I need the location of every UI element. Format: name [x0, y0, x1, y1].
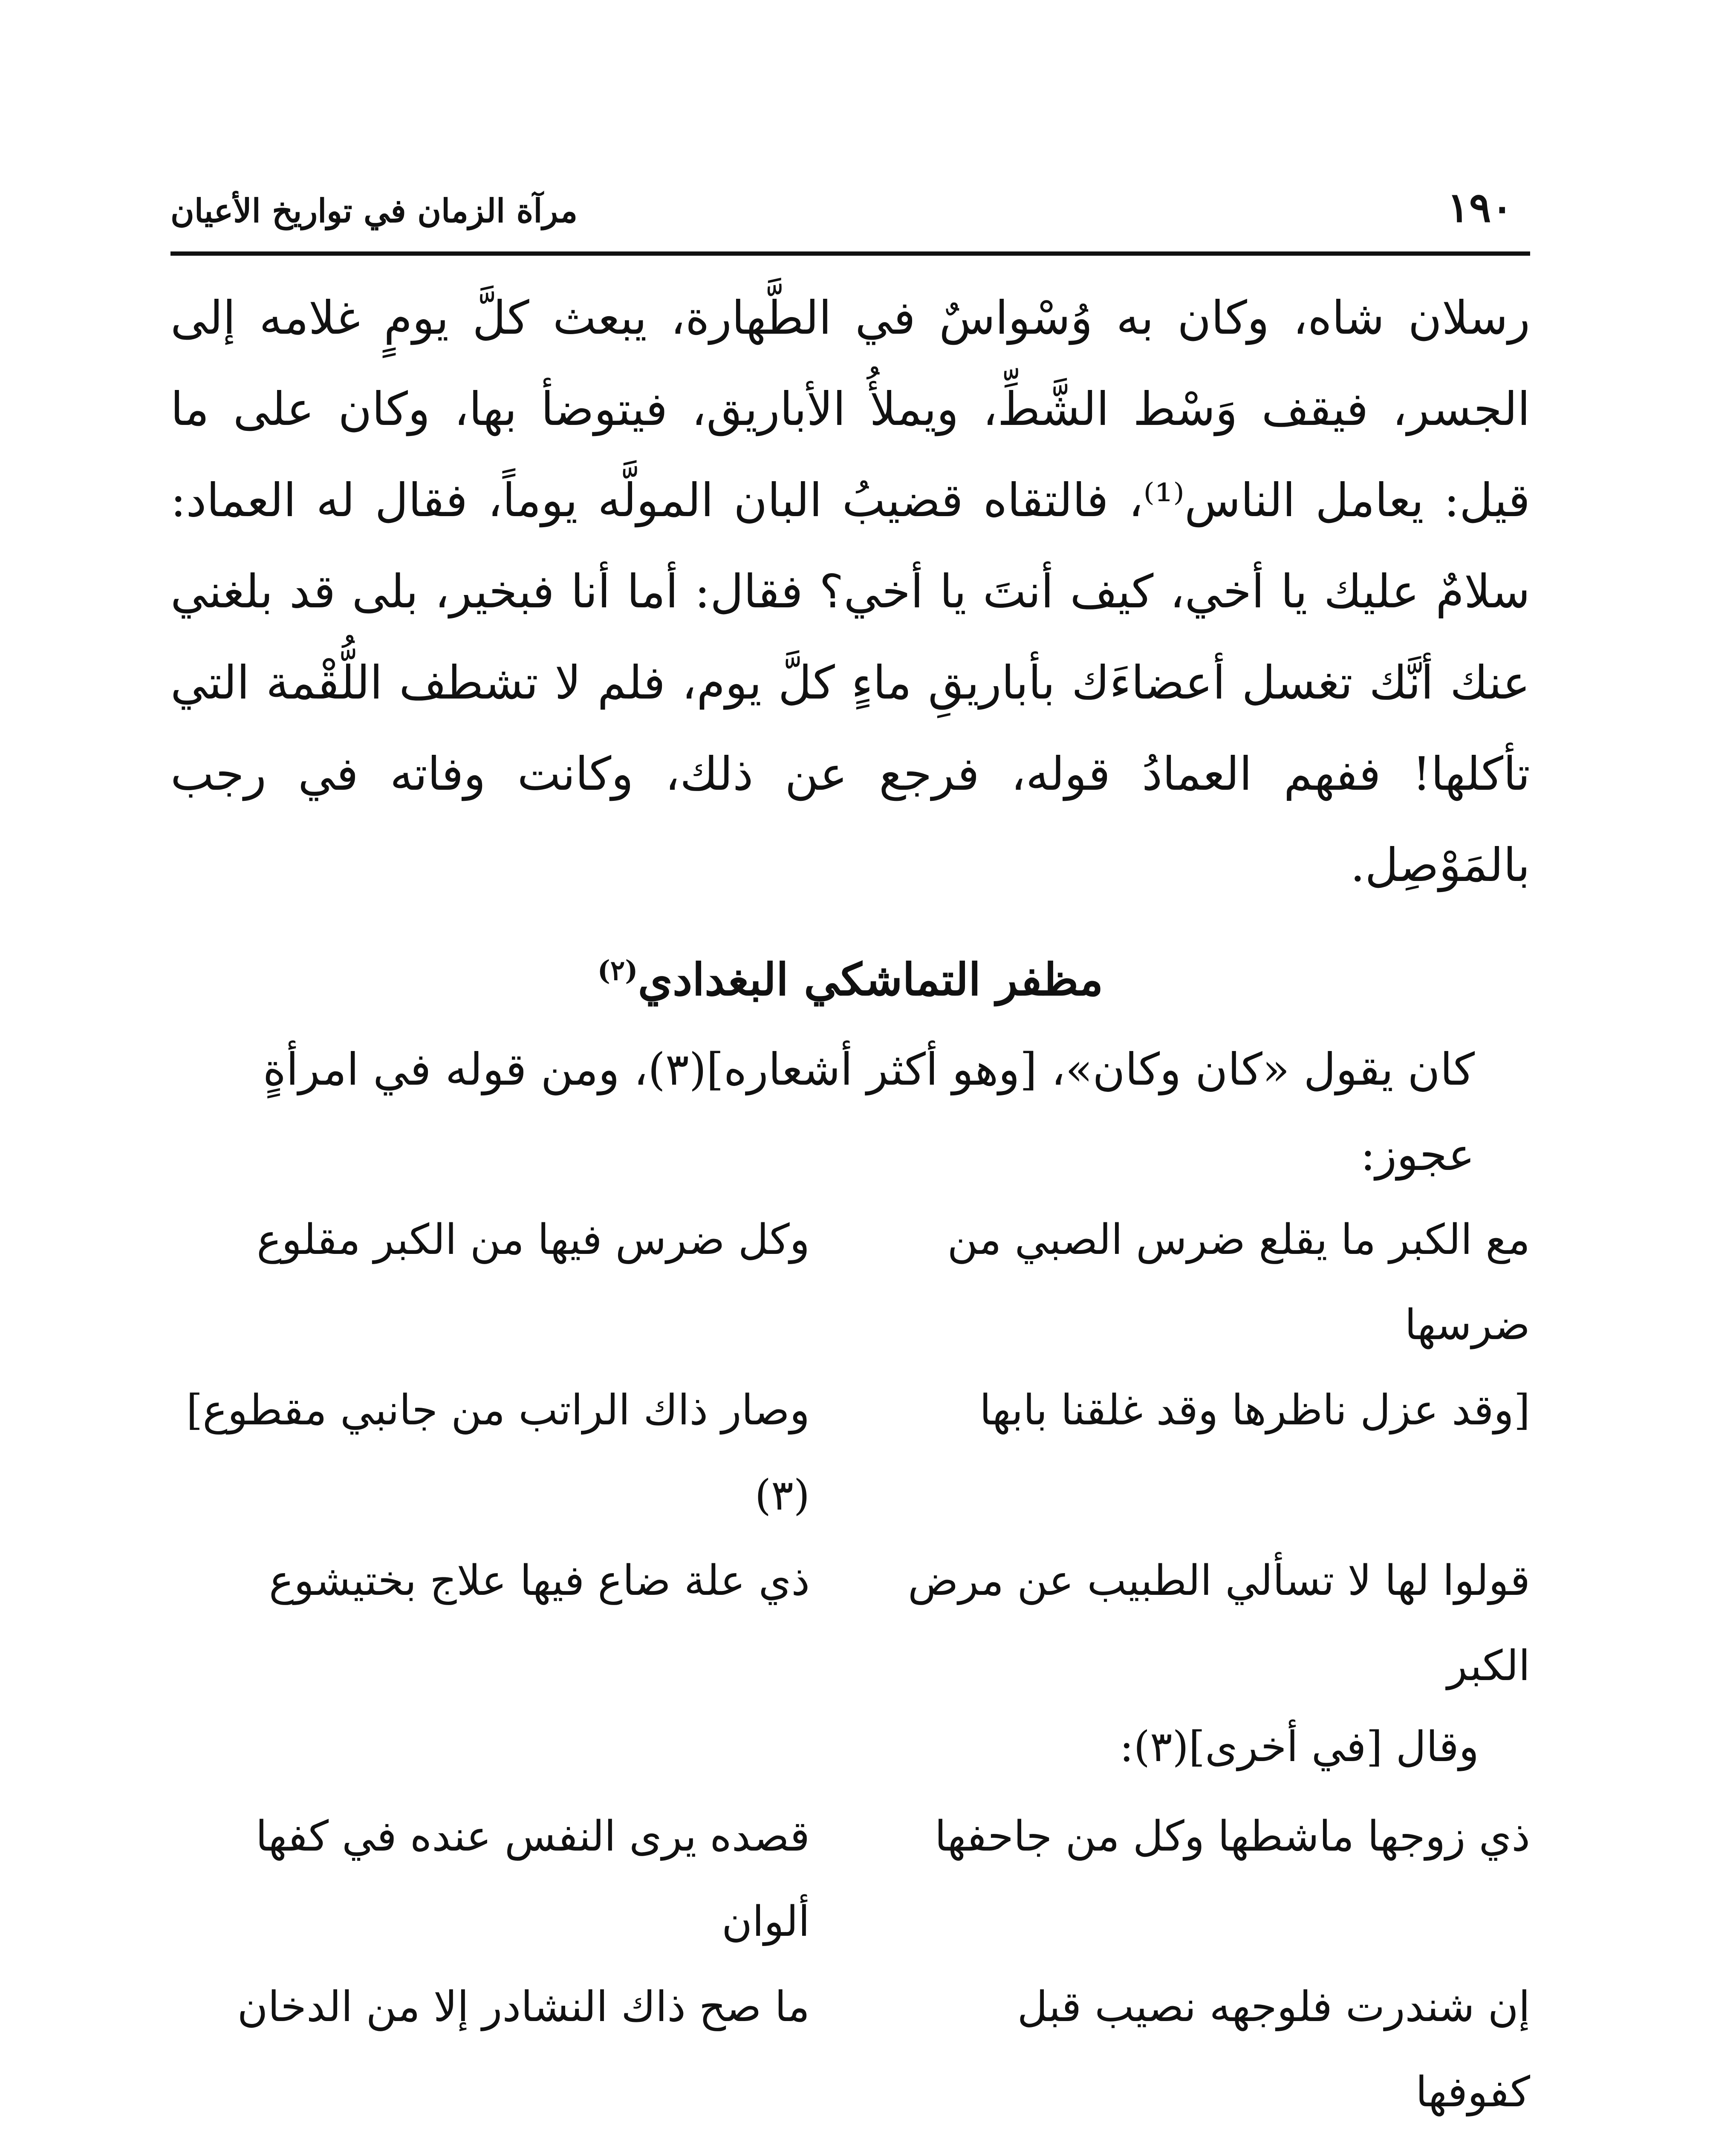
verse-second-hemistich: قصده يرى النفس عنده في كفها ألوان	[255, 1812, 810, 1946]
verse-second-hemistich: وصار ذاك الراتب من جانبي مقطوع](٣)	[186, 1386, 810, 1520]
poem-2	[170, 1794, 1530, 2131]
section-heading-muzaffar	[170, 928, 1530, 1022]
verse-second-hemistich: ما صح ذاك النشادر إلا من الدخان	[237, 1982, 810, 2031]
verse	[170, 1368, 1530, 1538]
verse-first-hemistich: قولوا لها لا تسألي الطبيب عن مرض الكبر	[908, 1556, 1530, 1690]
page-number: ١٩٠	[1447, 183, 1513, 231]
verse-second-hemistich: ذي علة ضاع فيها علاج بختيشوع	[269, 1556, 810, 1605]
verse	[170, 1197, 1530, 1368]
said-other-line: وقال [في أخرى](٣):	[1119, 1722, 1479, 1771]
verse	[170, 1964, 1530, 2131]
verse-first-hemistich: إن شندرت فلوجهه نصيب قبل كفوفها	[1017, 1982, 1530, 2117]
section-heading-text: مظفر التماشكي البغدادي	[638, 953, 1103, 1006]
poem-1	[170, 1197, 1530, 1709]
verse-first-hemistich: مع الكبر ما يقلع ضرس الصبي من ضرسها	[947, 1215, 1530, 1349]
footnote-ref: (٢)	[597, 955, 638, 987]
verse-second-hemistich: وكل ضرس فيها من الكبر مقلوع	[257, 1215, 810, 1264]
book-title: مرآة الزمان في تواريخ الأعيان	[170, 192, 578, 230]
book-page	[170, 162, 1530, 2131]
verse	[170, 1794, 1530, 1964]
running-header	[170, 162, 1530, 256]
verse	[170, 1538, 1530, 1709]
intro-paragraph: رسلان شاه، وكان به وُسْواسٌ في الطَّهارة، يبعث كلَّ يومٍ غلامه إلى الجسر، فيقف وَسْط الشَّطِّ، ويملأُ الأباريق، فيتوضأ بها، وكان على ما قيل: يعامل الناس⁽¹⁾، فالتقاه قضيبُ البان المولَّه يوماً، فقال له العماد: سلامٌ عليك يا أخي، كيف أنتَ يا أخي؟ فقال: أما أنا فبخير، بلى قد بلغني عنك أنَّك تغسل أعضاءَك بأباريقِ ماءٍ كلَّ يوم، فلم لا تشطف اللُّقْمة التي تأكلها! ففهم العمادُ قوله، فرجع عن ذلك، وكانت وفاته في رجب بالمَوْصِل.	[170, 292, 1531, 892]
poem-intro: كان يقول «كان وكان»، [وهو أكثر أشعاره](٣)، ومن قوله في امرأةٍ عجوز:	[263, 1043, 1475, 1181]
verse-first-hemistich: [وقد عزل ناظرها وقد غلقنا بابها	[979, 1386, 1530, 1435]
verse-first-hemistich: ذي زوجها ماشطها وكل من جاحفها	[934, 1812, 1530, 1861]
